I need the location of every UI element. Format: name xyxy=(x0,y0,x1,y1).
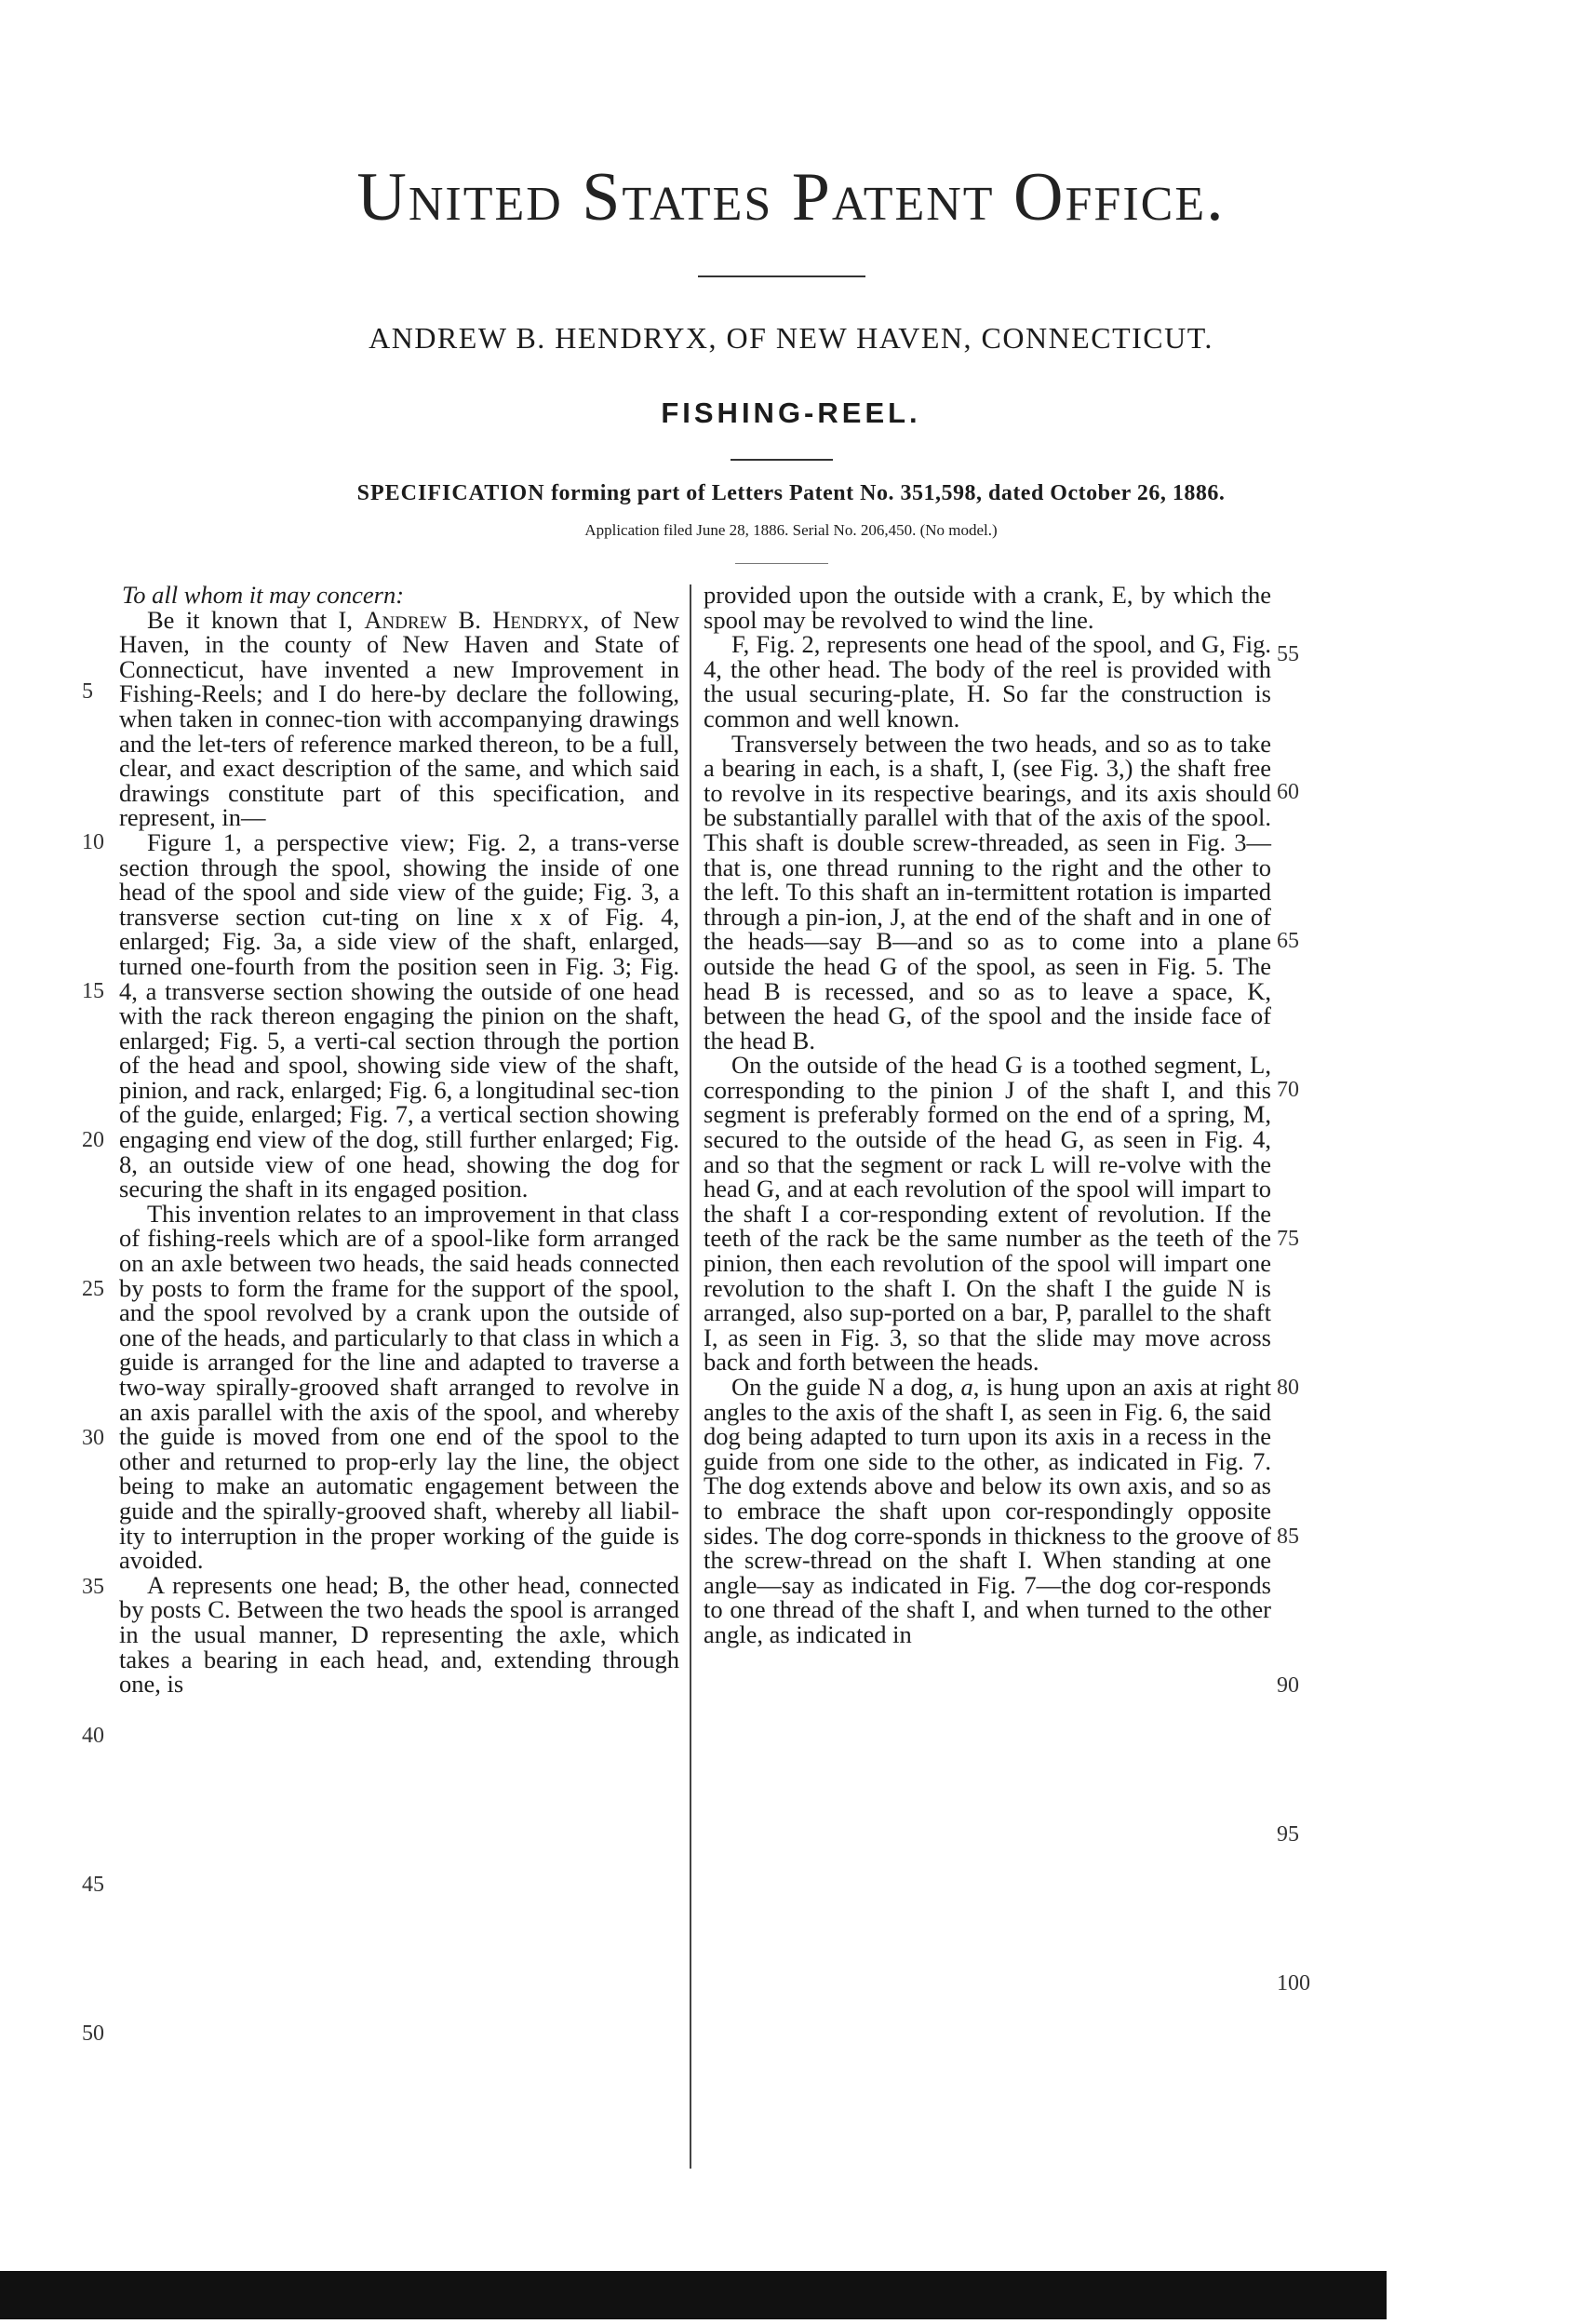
dog-letter: a xyxy=(960,1373,973,1401)
left-paragraph-2: Figure 1, a perspective view; Fig. 2, a trans-verse section through the spool, showing the inside of one head of the spool and side view of the guide; Fig. 3, a transverse section cut-ting on line x x of Fig. 4, enlarged; Fig. 3a, a side view of the shaft, enlarged, turned one-fourth from the position seen in Fig. 3; Fig. 4, a transverse section showing the outside of one head with the rack thereon engaging the pinion on the shaft, enlarged; Fig. 5, a verti-cal section through the portion of the head and spool, showing side view of the shaft, pinion, and rack, enlarged; Fig. 6, a longitudinal sec-tion of the guide, enlarged; Fig. 7, a vertical section showing engaging end view of the dog, still further enlarged; Fig. 8, an outside view of one head, showing the dog for securing the shaft in its engaged position. xyxy=(119,827,679,1203)
column-divider xyxy=(690,584,691,2169)
line-number: 85 xyxy=(1277,1525,1299,1549)
line-number: 75 xyxy=(1277,1227,1299,1251)
line-number: 35 xyxy=(82,1575,104,1599)
left-paragraph-1: Be it known that I, Andrew B. Hendryx, of New Haven, in the county of New Haven and State of Connecticut, have invented a new Improvement in Fishing-Reels; and I do here-by declare the following, when taken in connec-tion with accompanying drawings and the let-ters of reference marked thereon, to be a full, clear, and exact description of the same, and which said drawings constitute part of this specification, and represent, in— xyxy=(119,605,679,832)
spec-text: forming part of Letters Patent No. 351,598, dated October 26, 1886. xyxy=(551,481,1226,505)
author-line: ANDREW B. HENDRYX, OF NEW HAVEN, CONNECTICUT. xyxy=(369,321,1213,355)
line-number: 90 xyxy=(1277,1673,1299,1698)
line-number: 30 xyxy=(82,1426,104,1450)
application-rule xyxy=(735,563,828,564)
line-number: 65 xyxy=(1277,929,1299,953)
right-paragraph-2: F, Fig. 2, represents one head of the spool, and G, Fig. 4, the other head. The body of the reel is provided with the usual securing-plate, H. So far the construction is common and well known. xyxy=(704,630,1271,732)
line-number: 55 xyxy=(1277,642,1299,666)
left-paragraph-4: A represents one head; B, the other head, connected by posts C. Between the two heads the spool is arranged in the usual manner, D representing the axle, which takes a bearing in each head, and, extending through one, is xyxy=(119,1570,679,1699)
right-paragraph-3: Transversely between the two heads, and so as to take a bearing in each, is a shaft, I, (see Fig. 3,) the shaft free to revolve in its respective bearings, and its axis should be substantially parallel with that of the axis of the spool. This shaft is double screw-threaded, as seen in Fig. 3—that is, one thread running to the right and the other to the left. To this shaft an in-termittent rotation is imparted through a pin-ion, J, at the end of the shaft and in one of the heads—say B—and so as to come into a plane outside the head G of the spool, as seen in Fig. 5. The head B is recessed, and so as to leave a space, K, between the head G, of the spool and the inside face of the head B. xyxy=(704,729,1271,1055)
line-number: 100 xyxy=(1277,1971,1310,1995)
scan-edge-bar xyxy=(0,2271,1387,2319)
line-number: 25 xyxy=(82,1277,104,1301)
line-number: 95 xyxy=(1277,1822,1299,1847)
line-number: 70 xyxy=(1277,1078,1299,1102)
invention-title: FISHING-REEL. xyxy=(661,396,921,429)
line-number: 60 xyxy=(1277,780,1299,804)
line-number: 5 xyxy=(82,679,93,704)
right-paragraph-4: On the outside of the head G is a toothed segment, L, corresponding to the pinion J of the shaft I, and this segment is preferably formed on the end of a spring, M, secured to the outside of the head G, as seen in Fig. 4, and so that the segment or rack L will re-volve with the head G, and at each revolution of the spool will impart to the shaft I a cor-responding extent of revolution. If the teeth of the rack be the same number as the teeth of the pinion, then each revolution of the spool will impart one revolution to the shaft I. On the shaft I the guide N is arranged, also sup-ported on a bar, P, parallel to the shaft I, as seen in Fig. 3, so that the slide may move across back and forth between the heads. xyxy=(704,1051,1271,1377)
right-paragraph-1: provided upon the outside with a crank, E, by which the spool may be revolved to wind the line. xyxy=(704,581,1271,634)
left-paragraph-3: This invention relates to an improvement in that class of fishing-reels which are of a spool-like form arranged on an axle between two heads, the said heads connected by posts to form the frame for the support of the spool, and the spool revolved by a crank upon the outside of one of the heads, and particularly to that class in which a guide is arranged for the line and adapted to traverse a two-way spirally-grooved shaft arranged to revolve in an axis parallel with the axis of the spool, and whereby the guide is moved from one end of the spool to the other and returned to prop-erly lay the line, the object being to make an automatic engagement between the guide and the spirally-grooved shaft, whereby all liabil-ity to interruption in the proper working of the guide is avoided. xyxy=(119,1199,679,1575)
line-number: 15 xyxy=(82,979,104,1003)
title-rule xyxy=(698,275,865,277)
line-number: 45 xyxy=(82,1873,104,1897)
inventor-name: Andrew B. Hendryx xyxy=(364,605,583,634)
salutation: To all whom it may concern: xyxy=(122,581,405,609)
line-number: 50 xyxy=(82,2022,104,2046)
line-number: 80 xyxy=(1277,1376,1299,1400)
invention-rule xyxy=(731,459,833,461)
office-title: United States Patent Office. xyxy=(356,159,1226,235)
spec-lead: SPECIFICATION xyxy=(356,481,545,505)
application-line: Application filed June 28, 1886. Serial No. 206,450. (No model.) xyxy=(584,521,998,539)
line-number: 40 xyxy=(82,1724,104,1748)
specification-line xyxy=(0,481,1582,506)
left-column xyxy=(119,583,679,1697)
line-number: 20 xyxy=(82,1128,104,1152)
right-paragraph-5: On the guide N a dog, a, is hung upon an axis at right angles to the axis of the shaft I, as seen in Fig. 6, the said dog being adapted to turn upon its axis in a recess in the guide from one side to the other, as indicated in Fig. 7. The dog extends above and below its own axis, and so as to embrace the shaft upon cor-respondingly opposite sides. The dog corre-sponds in thickness to the groove of the screw-thread on the shaft I. When standing at one angle—say as indicated in Fig. 7—the dog cor-responds to one thread of the shaft I, and when turned to the other angle, as indicated in xyxy=(704,1373,1271,1648)
right-column xyxy=(704,583,1271,1647)
line-number: 10 xyxy=(82,830,104,854)
